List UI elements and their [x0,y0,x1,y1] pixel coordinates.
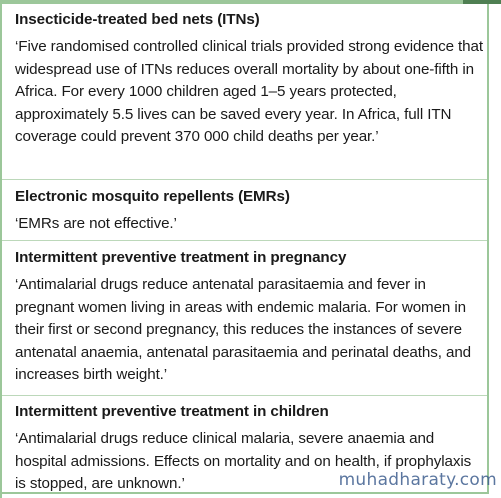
section-quote: ‘Antimalarial drugs reduce antenatal parasitaemia and fever in pregnant women living in areas with endemic malaria. For women in their first or second pregnancy, this reduces the instances of severe antenatal anaemia, antenatal parasitaemia and perinatal deaths, and increases birth weight.’ [15,276,472,383]
section-quote: ‘Antimalarial drugs reduce clinical malaria, severe anaemia and hospital admissions. Effects on mortality and on health, if prophylaxis is stopped, are unknown.’ [15,430,472,492]
section-heading: Insecticide-treated bed nets (ITNs) [15,11,260,28]
section-heading: Electronic mosquito repellents (EMRs) [15,188,290,205]
section-iptp [15,248,483,387]
section-divider [2,240,487,241]
section-heading: Intermittent preventive treatment in pregnancy [15,249,347,266]
site-watermark: muhadharaty.com [338,470,497,490]
section-quote: ‘Five randomised controlled clinical trials provided strong evidence that widespread use of ITNs reduces overall mortality by about one-fifth in Africa. For every 1000 children aged 1–5 years protected, approximately 5.5 lives can be saved every year. In Africa, full ITN coverage could prevent 370 000 child deaths per year.’ [15,38,483,145]
section-divider [2,395,487,396]
evidence-box [0,4,489,494]
section-quote: ‘EMRs are not effective.’ [15,215,177,232]
section-divider [2,179,487,180]
section-heading: Intermittent preventive treatment in children [15,403,329,420]
section-emr [15,187,483,236]
section-itn [15,10,483,149]
